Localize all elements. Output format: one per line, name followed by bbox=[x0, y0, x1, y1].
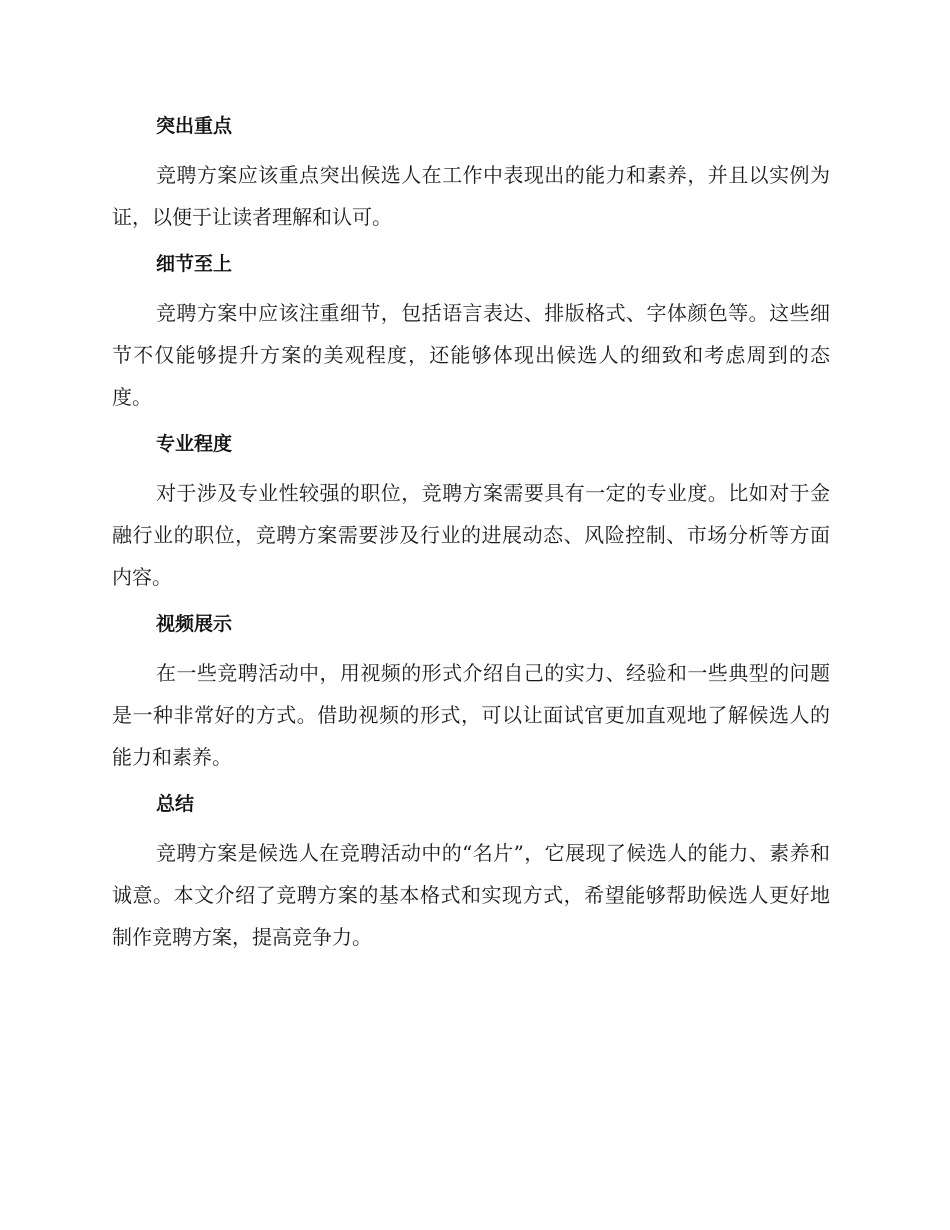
section-details-first bbox=[112, 248, 830, 418]
section-paragraph: 竞聘方案是候选人在竞聘活动中的“名片”，它展现了候选人的能力、素养和诚意。本文介绍了竞聘方案的基本格式和实现方式，希望能够帮助候选人更好地制作竞聘方案，提高竞争力。 bbox=[112, 841, 830, 949]
section-paragraph: 对于涉及专业性较强的职位，竞聘方案需要具有一定的专业度。比如对于金融行业的职位，竞聘方案需要涉及行业的进展动态、风险控制、市场分析等方面内容。 bbox=[112, 481, 830, 589]
section-video-presentation bbox=[112, 608, 830, 778]
section-heading: 总结 bbox=[156, 793, 195, 815]
section-professionalism bbox=[112, 428, 830, 598]
section-paragraph: 竞聘方案应该重点突出候选人在工作中表现出的能力和素养，并且以实例为证，以便于让读者理解和认可。 bbox=[112, 163, 830, 229]
section-heading: 突出重点 bbox=[156, 115, 233, 137]
section-heading: 视频展示 bbox=[156, 613, 233, 635]
section-summary bbox=[112, 788, 830, 958]
section-paragraph: 竞聘方案中应该注重细节，包括语言表达、排版格式、字体颜色等。这些细节不仅能够提升方案的美观程度，还能够体现出候选人的细致和考虑周到的态度。 bbox=[112, 301, 830, 409]
section-highlight-key-points bbox=[112, 110, 830, 238]
section-paragraph: 在一些竞聘活动中，用视频的形式介绍自己的实力、经验和一些典型的问题是一种非常好的方式。借助视频的形式，可以让面试官更加直观地了解候选人的能力和素养。 bbox=[112, 661, 830, 769]
section-heading: 专业程度 bbox=[156, 433, 233, 455]
section-heading: 细节至上 bbox=[156, 253, 233, 275]
document-page bbox=[112, 110, 830, 968]
